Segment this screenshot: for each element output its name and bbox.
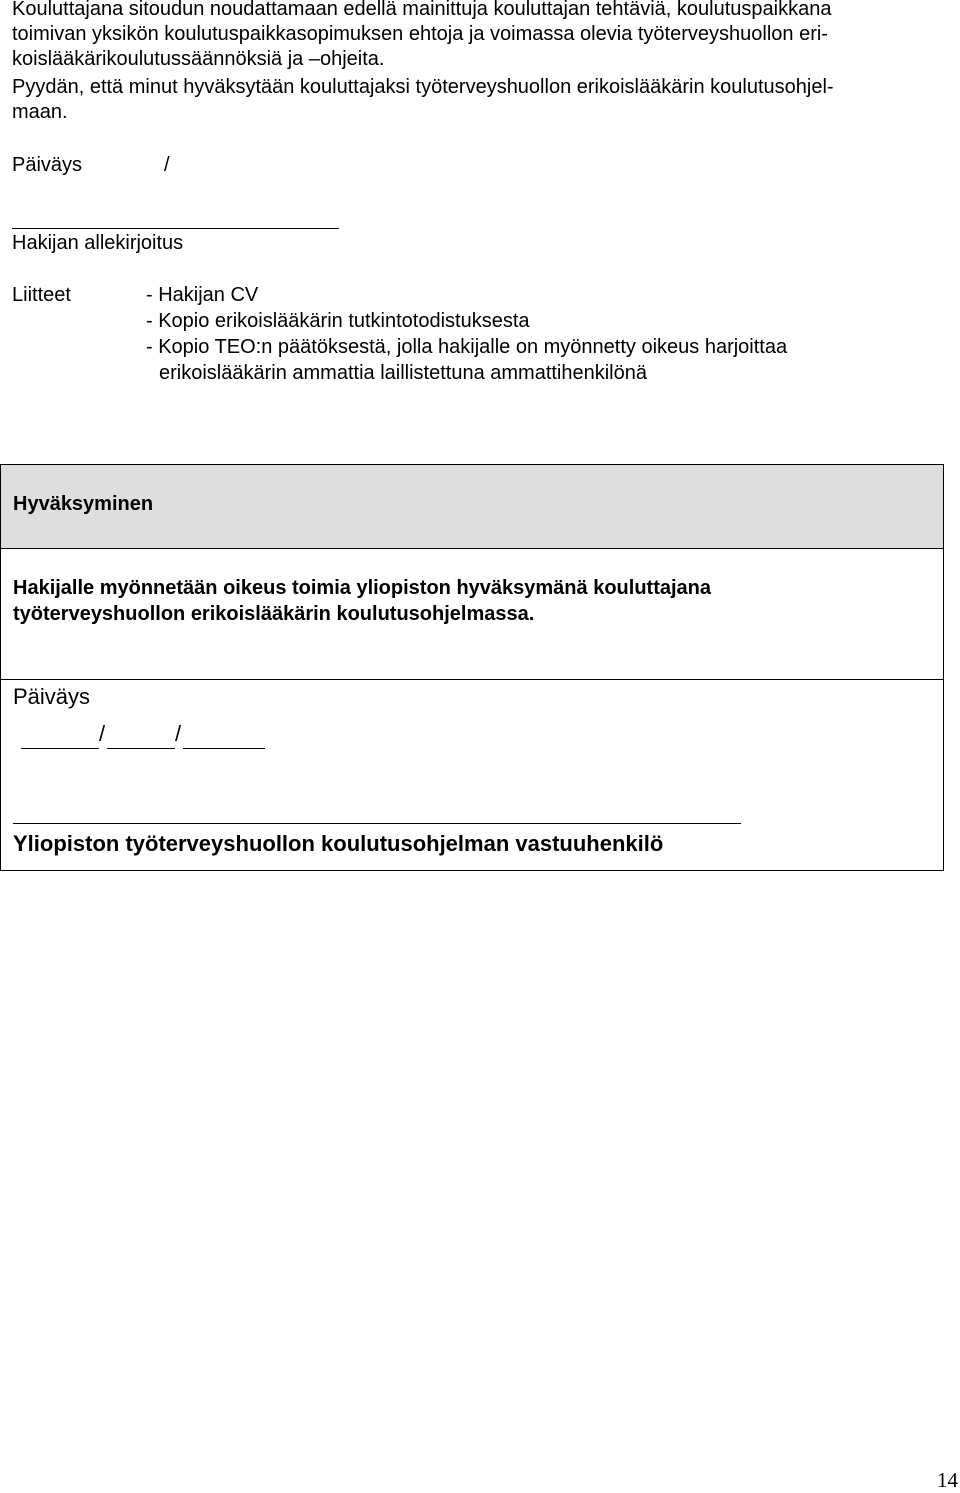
applicant-signature-line [12,228,339,229]
approval-divider [1,679,943,680]
date-label: Päiväys [12,154,83,176]
attachment-item-degree: - Kopio erikoislääkärin tutkintotodistuksesta [146,310,530,332]
intro-line-2: toimivan yksikön koulutuspaikkasopimuksen ehtoja ja voimassa olevia työterveyshuollon eri- [12,23,828,45]
attachment-item-cv: - Hakijan CV [146,284,259,306]
approval-statement-line-2: työterveyshuollon erikoislääkärin koulutusohjelmassa. [13,603,535,625]
intro-line-5: maan. [12,101,68,123]
approval-signature-line [13,823,741,824]
intro-line-4: Pyydän, että minut hyväksytään kouluttajaksi työterveyshuollon erikoislääkärin koulutusohjel- [12,76,834,98]
page-number: 14 [937,1468,958,1492]
date-separator: / [164,154,170,176]
approval-date-label: Päiväys [13,684,91,709]
intro-line-3: koislääkärikoulutussäännöksiä ja –ohjeita. [12,48,385,70]
applicant-signature-label: Hakijan allekirjoitus [12,232,184,254]
approval-signer-label: Yliopiston työterveyshuollon koulutusohjelman vastuuhenkilö [13,831,664,856]
approval-heading-band [1,465,943,549]
approval-date-separator-1: / [99,721,106,746]
approval-statement-line-1: Hakijalle myönnetään oikeus toimia yliopiston hyväksymänä kouluttajana [13,577,711,599]
approval-box [0,464,944,871]
approval-date-month-blank [107,748,175,749]
attachments-label: Liitteet [12,284,71,306]
approval-date-separator-2: / [175,721,182,746]
attachment-item-teo: - Kopio TEO:n päätöksestä, jolla hakijalle on myönnetty oikeus harjoittaa [146,336,788,358]
attachment-item-teo-continuation: erikoislääkärin ammattia laillistettuna ammattihenkilönä [159,362,647,384]
approval-date-day-blank [21,748,99,749]
approval-date-year-blank [183,748,265,749]
intro-line-1: Kouluttajana sitoudun noudattamaan edellä mainittuja kouluttajan tehtäviä, koulutuspaikkana [12,0,832,20]
approval-heading: Hyväksyminen [13,493,154,515]
